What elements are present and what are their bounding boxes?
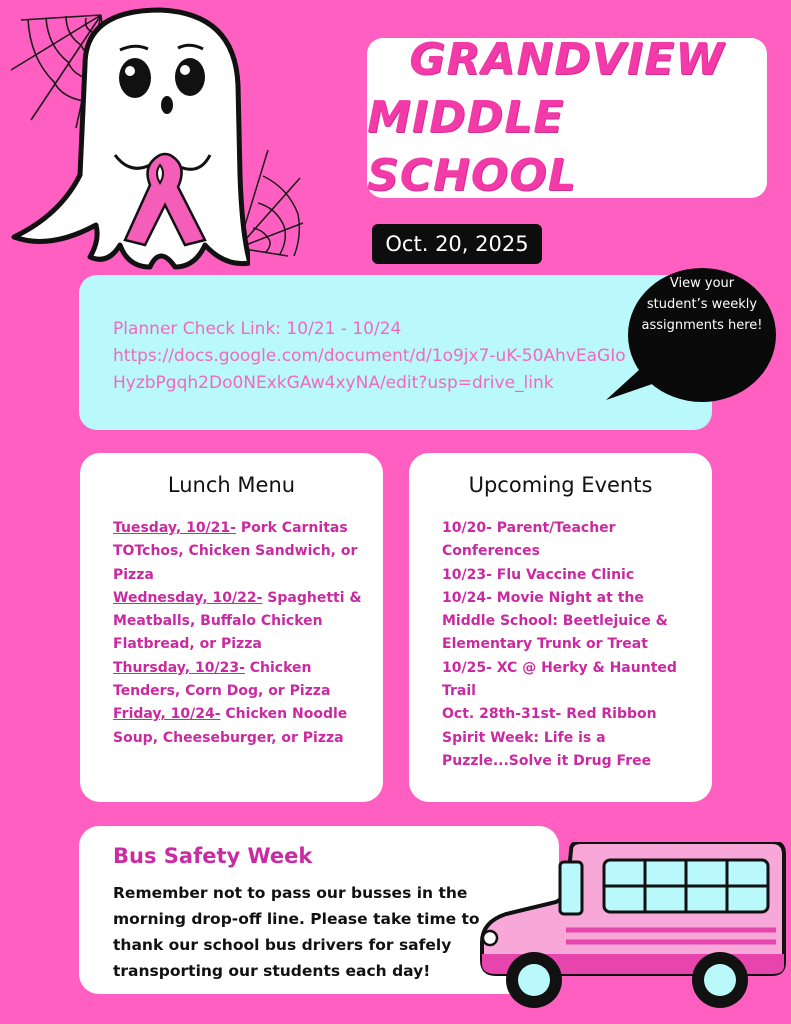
school-title-card xyxy=(367,34,767,201)
ghost-illustration xyxy=(10,5,250,275)
upcoming-events-card xyxy=(409,453,712,802)
school-name-line2: MIDDLE SCHOOL xyxy=(367,92,577,201)
lunch-items: Pork Carnitas TOTchos, Chicken Sandwich, or Pizza xyxy=(113,520,358,583)
lunch-day: Friday, 10/24- xyxy=(113,706,221,723)
newsletter-date: Oct. 20, 2025 xyxy=(372,224,542,264)
lunch-menu-list xyxy=(113,517,371,750)
bus-safety-title: Bus Safety Week xyxy=(113,844,313,868)
school-bus-illustration xyxy=(476,842,788,1012)
event-item: 10/24- Movie Night at the Middle School: Beetlejuice & Elementary Trunk or Treat xyxy=(442,589,668,653)
planner-link-text xyxy=(113,316,633,397)
school-name-line1: GRANDVIEW xyxy=(409,34,725,85)
lunch-menu-card xyxy=(80,453,383,802)
bus-safety-text: Remember not to pass our busses in the morning drop-off line. Please take time to thank our school bus drivers for safely transporting our students each day! xyxy=(113,884,480,980)
planner-label: Planner Check Link: 10/21 - 10/24 xyxy=(113,319,402,339)
lunch-day: Thursday, 10/23- xyxy=(113,659,245,676)
lunch-day: Tuesday, 10/21- xyxy=(113,520,236,536)
planner-url-link[interactable]: https://docs.google.com/document/d/1o9jx7-uK-50AhvEaGIoHyzbPgqh2Do0NExkGAw4xyNA/edit?usp=drive_link xyxy=(113,346,626,393)
event-item: 10/23- Flu Vaccine Clinic xyxy=(442,566,635,583)
event-item: 10/20- Parent/Teacher Conferences xyxy=(442,520,616,560)
lunch-items: Spaghetti & Meatballs, Buffalo Chicken Flatbread, or Pizza xyxy=(113,589,362,653)
lunch-items: Chicken Noodle Soup, Cheeseburger, or Pizza xyxy=(113,706,348,746)
events-list xyxy=(442,517,700,773)
speech-bubble-text: View your student’s weekly assignments here! xyxy=(641,276,763,333)
upcoming-events-title: Upcoming Events xyxy=(468,473,653,497)
lunch-items: Chicken Tenders, Corn Dog, or Pizza xyxy=(113,659,331,700)
lunch-menu-title: Lunch Menu xyxy=(167,473,296,497)
lunch-day: Wednesday, 10/22- xyxy=(113,589,263,606)
event-item: Oct. 28th-31st- Red Ribbon Spirit Week: Life is a Puzzle...Solve it Drug Free xyxy=(442,706,657,769)
event-item: 10/25- XC @ Herky & Haunted Trail xyxy=(442,659,677,700)
